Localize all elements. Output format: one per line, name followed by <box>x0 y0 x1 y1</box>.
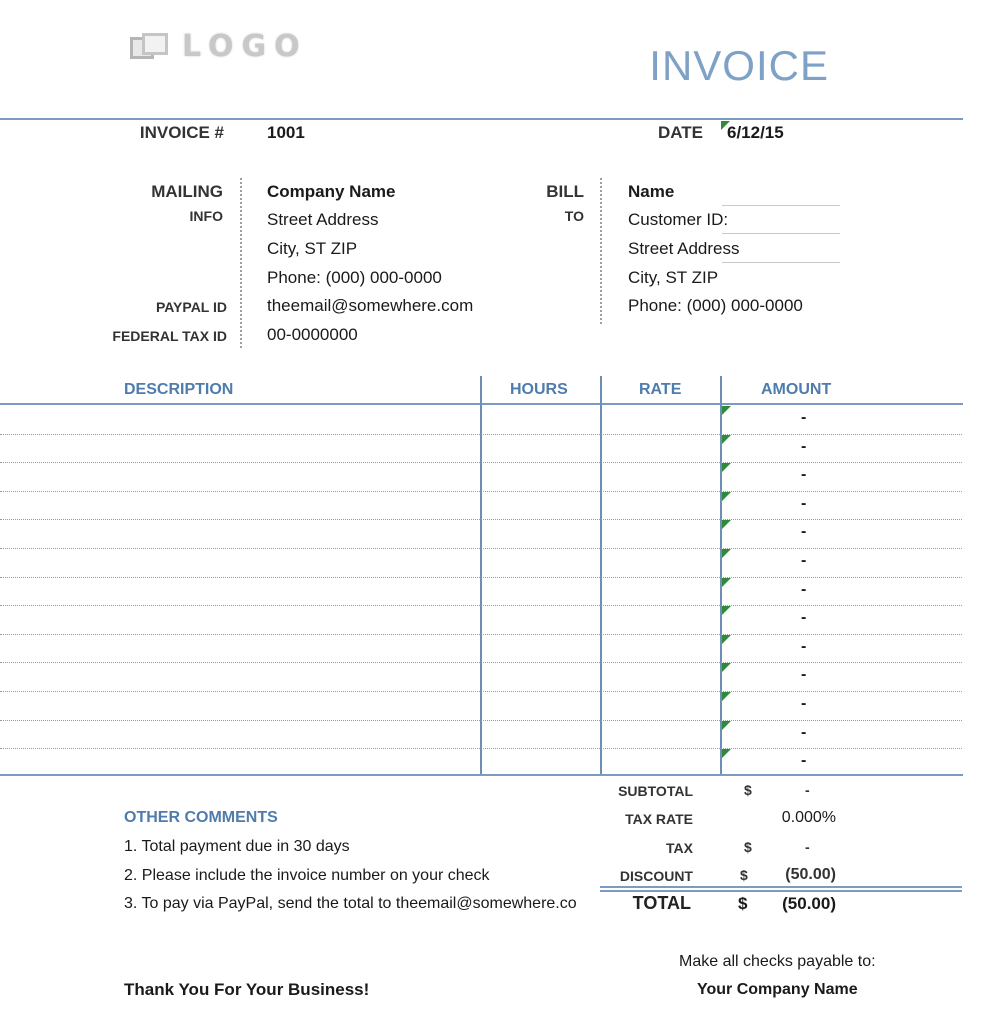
bill-divider <box>600 178 602 324</box>
cell-note-flag-icon <box>722 692 731 701</box>
subtotal-label: SUBTOTAL <box>618 783 693 799</box>
subtotal-currency: $ <box>744 782 752 798</box>
cell-note-flag-icon <box>722 406 731 415</box>
invoice-number-label: INVOICE # <box>139 123 224 142</box>
cell-note-flag-icon <box>722 435 731 444</box>
line-item-amount[interactable]: - <box>801 409 807 426</box>
tax-label: TAX <box>666 840 693 856</box>
payable-to-label: Make all checks payable to: <box>679 953 876 970</box>
mailing-info-label: INFO <box>189 208 223 224</box>
federal-tax-id[interactable]: 00-0000000 <box>267 325 358 344</box>
table-row[interactable] <box>0 634 962 635</box>
paypal-label: PAYPAL ID <box>155 299 227 315</box>
company-logo <box>128 28 308 64</box>
table-row[interactable] <box>0 691 962 692</box>
logo-text: LOGO <box>182 28 308 64</box>
table-bottom-rule <box>0 774 963 776</box>
page-title: INVOICE <box>649 42 829 89</box>
bill-name[interactable]: Name <box>628 182 675 201</box>
cell-note-flag-icon <box>722 549 731 558</box>
subtotal-value: - <box>805 782 810 798</box>
col-header-hours: HOURS <box>510 381 568 398</box>
total-rule-top <box>600 886 962 888</box>
line-item-amount[interactable]: - <box>801 609 807 627</box>
total-label: TOTAL <box>632 893 691 913</box>
cell-note-flag-icon <box>722 721 731 730</box>
logo-mark-icon <box>128 31 176 61</box>
taxid-label: FEDERAL TAX ID <box>112 328 227 344</box>
table-row[interactable] <box>0 577 962 578</box>
bill-street-underline <box>722 262 840 263</box>
bill-phone[interactable]: Phone: (000) 000-0000 <box>628 296 803 315</box>
line-item-amount[interactable]: - <box>801 466 807 484</box>
table-row[interactable] <box>0 491 962 492</box>
line-item-amount[interactable]: - <box>801 723 807 741</box>
bill-label: BILL <box>546 182 584 201</box>
discount-currency: $ <box>740 867 748 883</box>
comment-line-3[interactable]: 3. To pay via PayPal, send the total to theemail@somewhere.co <box>124 895 577 912</box>
line-item-amount[interactable]: - <box>801 437 807 455</box>
cell-note-flag-icon <box>722 606 731 615</box>
cell-note-flag-icon <box>722 520 731 529</box>
cell-note-flag-icon <box>722 492 731 501</box>
table-row[interactable] <box>0 548 962 549</box>
table-row[interactable] <box>0 662 962 663</box>
thank-you-message: Thank You For Your Business! <box>124 980 370 999</box>
taxrate-label: TAX RATE <box>625 811 693 827</box>
line-item-amount[interactable]: - <box>801 752 807 770</box>
total-value: (50.00) <box>782 894 836 913</box>
total-currency: $ <box>738 894 748 913</box>
cell-note-flag-icon <box>722 663 731 672</box>
mailing-label: MAILING <box>151 182 223 201</box>
discount-label: DISCOUNT <box>619 868 693 884</box>
cell-note-flag-icon <box>722 749 731 758</box>
col-header-description: DESCRIPTION <box>124 381 234 398</box>
table-row[interactable] <box>0 720 962 721</box>
table-row[interactable] <box>0 462 962 463</box>
line-item-amount[interactable]: - <box>801 494 807 512</box>
line-item-amount[interactable]: - <box>801 552 807 569</box>
payable-to-name[interactable]: Your Company Name <box>697 981 858 998</box>
bill-city[interactable]: City, ST ZIP <box>628 268 719 287</box>
line-item-amount[interactable]: - <box>801 666 807 684</box>
mailing-street[interactable]: Street Address <box>267 210 379 229</box>
table-row[interactable] <box>0 605 962 606</box>
tax-value: - <box>805 839 810 855</box>
bill-customer-id[interactable]: Customer ID: <box>628 210 729 229</box>
mailing-company[interactable]: Company Name <box>267 182 396 201</box>
bill-id-underline <box>722 233 840 234</box>
cell-note-flag-icon <box>722 635 731 644</box>
line-item-amount[interactable]: - <box>801 695 807 712</box>
mailing-divider <box>240 178 242 348</box>
col-header-amount: AMOUNT <box>761 381 832 398</box>
mailing-phone[interactable]: Phone: (000) 000-0000 <box>267 268 442 287</box>
mailing-city[interactable]: City, ST ZIP <box>267 239 358 258</box>
line-item-amount[interactable]: - <box>801 580 807 598</box>
paypal-id[interactable]: theemail@somewhere.com <box>267 296 474 315</box>
comment-line-1[interactable]: 1. Total payment due in 30 days <box>124 838 350 855</box>
header-rule <box>0 118 963 120</box>
invoice-date[interactable]: 6/12/15 <box>727 123 784 142</box>
taxrate-value[interactable]: 0.000% <box>781 809 836 826</box>
line-item-amount[interactable]: - <box>801 523 807 541</box>
cell-note-flag-icon <box>722 578 731 587</box>
bill-to-label: TO <box>564 208 584 224</box>
discount-value[interactable]: (50.00) <box>785 866 836 883</box>
table-row[interactable] <box>0 519 962 520</box>
bill-name-underline <box>722 205 840 206</box>
comments-heading: OTHER COMMENTS <box>124 809 278 826</box>
table-row[interactable] <box>0 748 962 749</box>
cell-note-flag-icon <box>722 463 731 472</box>
table-row[interactable] <box>0 434 962 435</box>
tax-currency: $ <box>744 839 752 855</box>
comment-line-2[interactable]: 2. Please include the invoice number on your check <box>124 867 490 884</box>
bill-street[interactable]: Street Address <box>628 239 740 258</box>
total-rule-bottom <box>600 890 962 892</box>
date-label: DATE <box>657 123 703 142</box>
col-header-rate: RATE <box>639 381 682 398</box>
invoice-number[interactable]: 1001 <box>267 123 305 142</box>
line-item-amount[interactable]: - <box>801 637 807 655</box>
